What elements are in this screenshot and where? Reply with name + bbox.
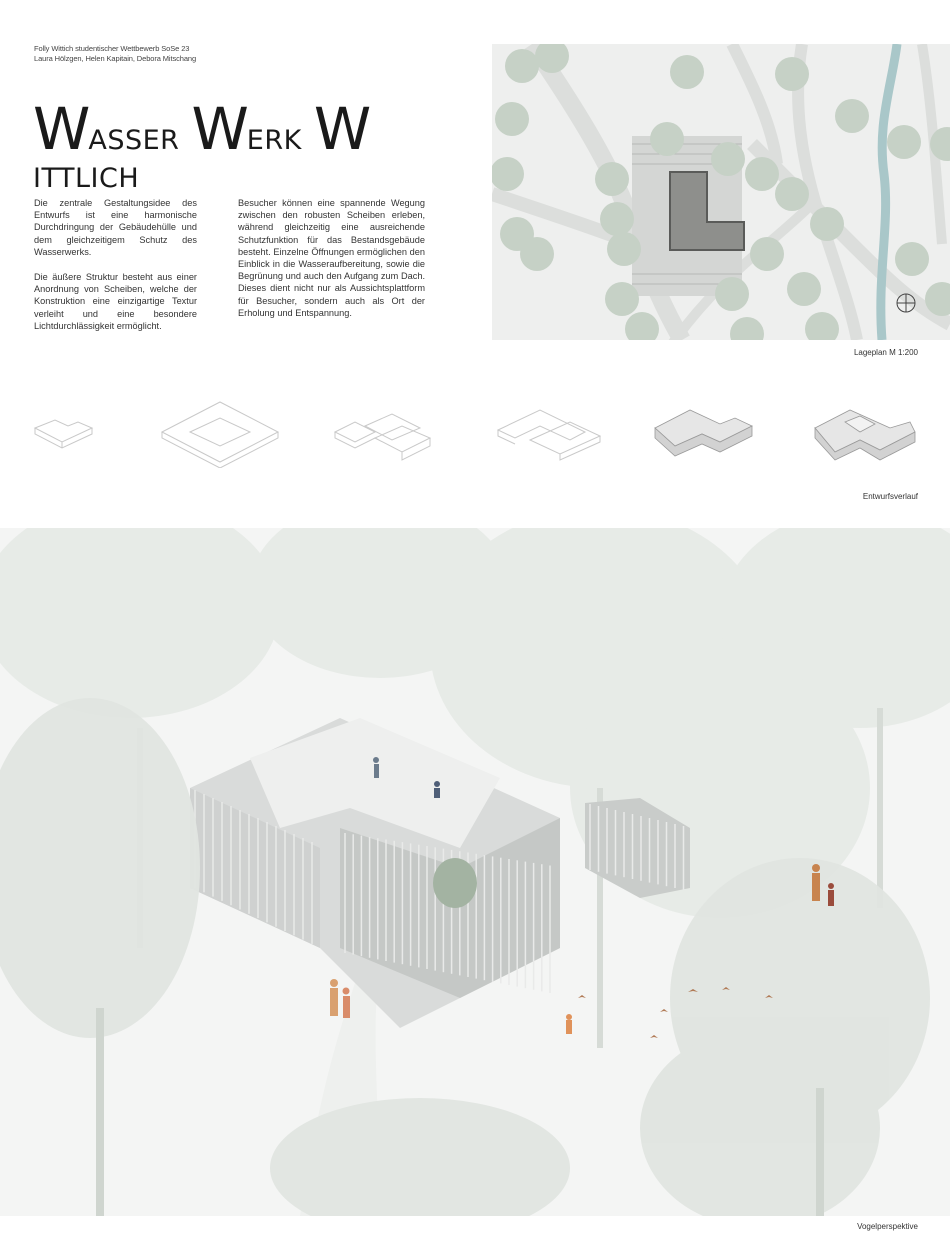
tree-canopy xyxy=(495,102,529,136)
page-title xyxy=(33,95,453,194)
description-paragraph: Die äußere Struktur besteht aus einer Anordnung von Scheiben, welche der Konstruktion eine einzigartige Textur verleiht und eine besondere Lichtdurchlässigkeit ermöglicht. xyxy=(34,272,197,331)
birds-eye-rendering xyxy=(0,528,950,1216)
process-step-1 xyxy=(35,420,92,448)
tree-canopy xyxy=(607,232,641,266)
tree-canopy xyxy=(600,202,634,236)
compass-north-icon xyxy=(897,294,915,312)
process-step-5 xyxy=(655,410,752,456)
site-plan xyxy=(492,44,950,340)
description-paragraph: Besucher können eine spannende Wegung zwischen den robusten Scheiben erleben, während gleichzeitig eine ausreichende Schutzfunktion für das Bestandsgebäude besteht. Einzelne Öffnungen ermöglichen den Einblick in die Wasseraufbereitung, sowie die Begrünung und auch den Aufgang zum Dach. Dieses dient nicht nur als Aussichtsplattform für Besucher, sondern auch als Ort der Erholung und Entspannung. xyxy=(238,198,425,318)
process-step-3 xyxy=(335,414,430,460)
tree-canopy xyxy=(595,162,629,196)
tree-canopy xyxy=(810,207,844,241)
credits-line-2: Laura Hölzgen, Helen Kapitain, Debora Mitschang xyxy=(34,54,197,63)
design-process-diagrams xyxy=(30,398,920,468)
description-paragraph: Die zentrale Gestaltungsidee des Entwurfs ist eine harmonische Durchdringung der Gebäudehülle und dem gleichzeitigem Schutz des Wasserwerks. xyxy=(34,198,197,257)
tree-canopy xyxy=(895,242,929,276)
tree-canopy xyxy=(835,99,869,133)
tree-canopy xyxy=(887,125,921,159)
tree-canopy xyxy=(650,122,684,156)
tree-canopy xyxy=(750,237,784,271)
title-initial-2: W xyxy=(191,95,247,163)
tree-canopy xyxy=(745,157,779,191)
tree-canopy xyxy=(787,272,821,306)
process-step-6 xyxy=(815,410,915,460)
tree-canopy xyxy=(520,237,554,271)
title-initial-1: W xyxy=(33,95,89,163)
design-process-caption: Entwurfsverlauf xyxy=(862,492,918,501)
credits-line-1: Folly Wittich studentischer Wettbewerb SoSe 23 xyxy=(34,44,190,53)
description-column-1 xyxy=(34,197,197,345)
tree-canopy xyxy=(670,55,704,89)
process-step-4 xyxy=(498,410,600,460)
title-word-2: ERK xyxy=(246,125,302,156)
title-initial-3: W xyxy=(313,95,370,163)
tree-canopy xyxy=(715,277,749,311)
tree-canopy xyxy=(605,282,639,316)
credits xyxy=(34,44,196,64)
tree-canopy xyxy=(711,142,745,176)
title-word-3: ITTLICH xyxy=(33,163,140,194)
site-plan-caption: Lageplan M 1:200 xyxy=(853,348,918,357)
tree-canopy xyxy=(505,49,539,83)
tree-canopy xyxy=(775,57,809,91)
birds-eye-caption: Vogelperspektive xyxy=(857,1222,918,1231)
description-column-2 xyxy=(238,197,425,332)
process-step-2 xyxy=(162,402,278,468)
title-word-1: ASSER xyxy=(88,125,180,156)
tree-canopy xyxy=(775,177,809,211)
